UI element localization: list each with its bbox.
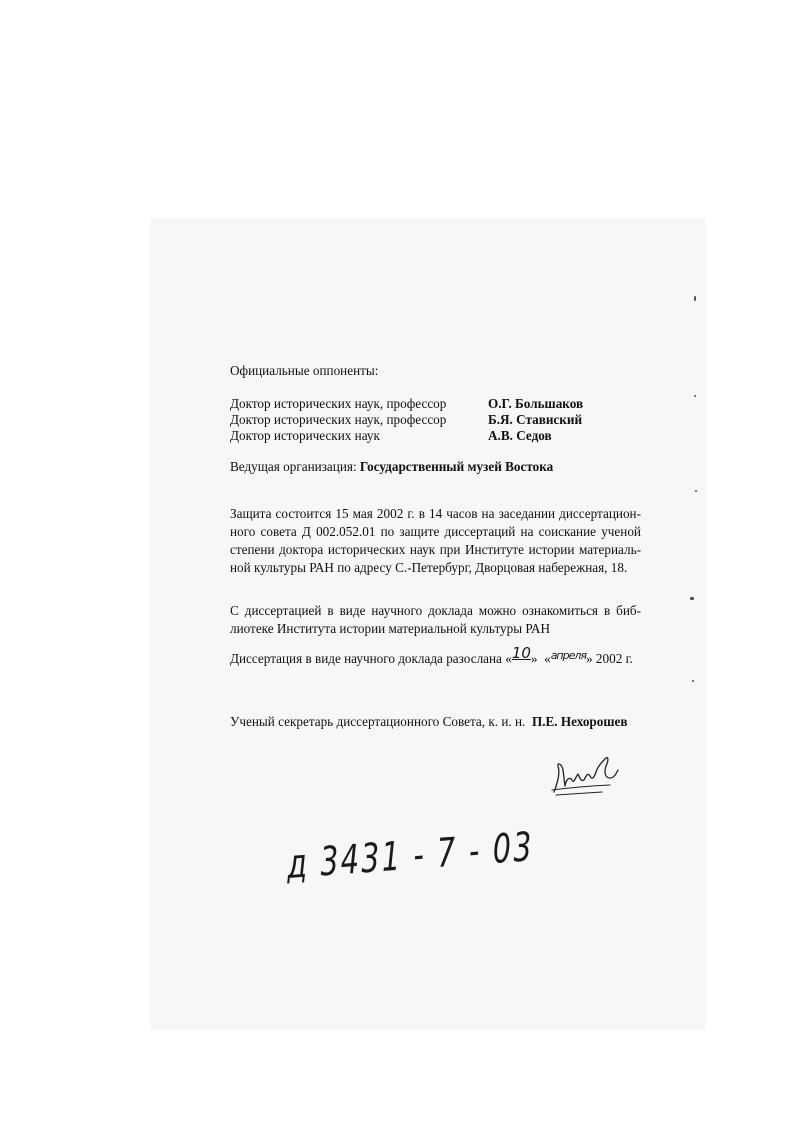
opponent-name: А.В. Седов <box>488 428 552 443</box>
handwritten-number: д 3431 - 7 - 03 <box>286 824 535 888</box>
leading-org-label: Ведущая организация: <box>230 459 357 474</box>
opponent-title: Доктор исторических наук, профессор <box>230 412 447 427</box>
defense-line: Защита состоится 15 мая 2002 г. в 14 часов на заседании диссертацион- <box>230 506 641 521</box>
library-line: С диссертацией в виде научного доклада можно ознакомиться в биб- <box>230 603 641 618</box>
scan-speck <box>695 490 697 492</box>
opponent-name: О.Г. Большаков <box>488 396 584 411</box>
opponent-title: Доктор исторических наук, профессор <box>230 396 447 411</box>
secretary-name: П.Е. Нехорошев <box>531 714 628 729</box>
defense-line: степени доктора исторических наук при Институте истории материаль- <box>230 542 641 557</box>
opponent-title: Доктор исторических наук <box>230 428 380 443</box>
defense-paragraph <box>230 505 641 577</box>
scan-speck <box>694 395 696 397</box>
defense-line: ной культуры РАН по адресу С.-Петербург, Дворцовая набережная, 18. <box>230 560 628 575</box>
secretary-label: Ученый секретарь диссертационного Совета, к. и. н. <box>230 714 526 729</box>
opponent-name: Б.Я. Ставиский <box>488 412 583 427</box>
leading-org-line <box>230 459 553 475</box>
distributed-suffix: » 2002 г. <box>586 651 633 666</box>
distributed-mid: » « <box>530 651 551 666</box>
scan-speck <box>694 296 696 301</box>
library-paragraph <box>230 602 641 638</box>
distributed-line <box>230 644 633 668</box>
scan-speck <box>690 597 694 600</box>
scan-speck <box>692 680 694 682</box>
signature <box>548 752 624 800</box>
opponents-heading: Официальные оппоненты: <box>230 363 379 378</box>
handwritten-day: 10 <box>511 644 531 662</box>
defense-line: ного совета Д 002.052.01 по защите диссертаций на соискание ученой <box>230 524 641 539</box>
secretary-line <box>230 714 627 730</box>
distributed-prefix: Диссертация в виде научного доклада разослана « <box>230 651 512 666</box>
leading-org-name: Государственный музей Востока <box>359 459 554 474</box>
library-line: лиотеке Института истории материальной культуры РАН <box>230 621 551 636</box>
handwritten-month: апреля <box>550 649 587 662</box>
